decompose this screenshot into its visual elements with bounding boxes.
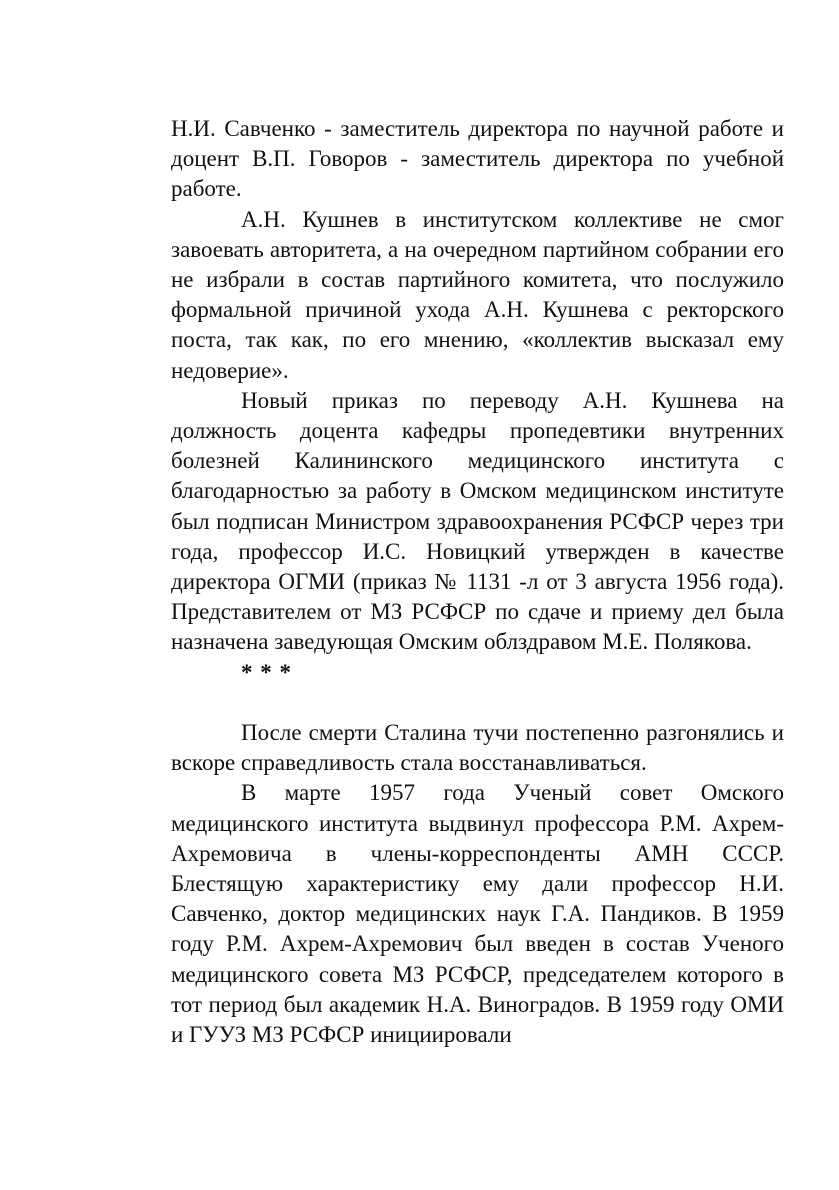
- paragraph-march-1957: В марте 1957 года Ученый совет Омского медицинского института выдвинул профессора Р.М. Ахрем-Ахремовича в члены-корреспонденты АМН СССР. Блестящую характеристику ему дали профессор Н.И. Савченко, доктор медицинских наук Г.А. Пандиков. В 1959 году Р.М. Ахрем-Ахремович был введен в состав Ученого медицинского совета МЗ РСФСР, председателем которого в тот период был академик Н.А. Виноградов. В 1959 году ОМИ и ГУУЗ МЗ РСФСР инициировали: [171, 780, 784, 1048]
- text-column: [171, 114, 784, 1050]
- paragraph-continuation: Н.И. Савченко - заместитель директора по научной работе и доцент В.П. Говоров - заместитель директора по учебной работе.: [171, 116, 784, 202]
- paragraph-kushnev: А.Н. Кушнев в институтском коллективе не смог завоевать авторитета, а на очередном партийном собрании его не избрали в состав партийного комитета, что послужило формальной причиной ухода А.Н. Кушнева с ректорского поста, так как, по его мнению, «коллектив высказал ему недоверие».: [171, 206, 784, 383]
- blank-line: [171, 688, 784, 718]
- paragraph-new-order: Новый приказ по переводу А.Н. Кушнева на должность доцента кафедры пропедевтики внутренних болезней Калининского медицинского института с благодарностью за работу в Омском медицинском институте был подписан Министром здравоохранения РСФСР через три года, профессор И.С. Новицкий утвержден в качестве директора ОГМИ (приказ № 1131 -л от 3 августа 1956 года). Представителем от МЗ РСФСР по сдаче и приему дел была назначена заведующая Омским облздравом М.Е. Полякова.: [171, 387, 784, 655]
- paragraph-after-stalin: После смерти Сталина тучи постепенно разгонялись и вскоре справедливость стала восстанавливаться.: [171, 720, 784, 776]
- section-separator: * * *: [241, 659, 292, 685]
